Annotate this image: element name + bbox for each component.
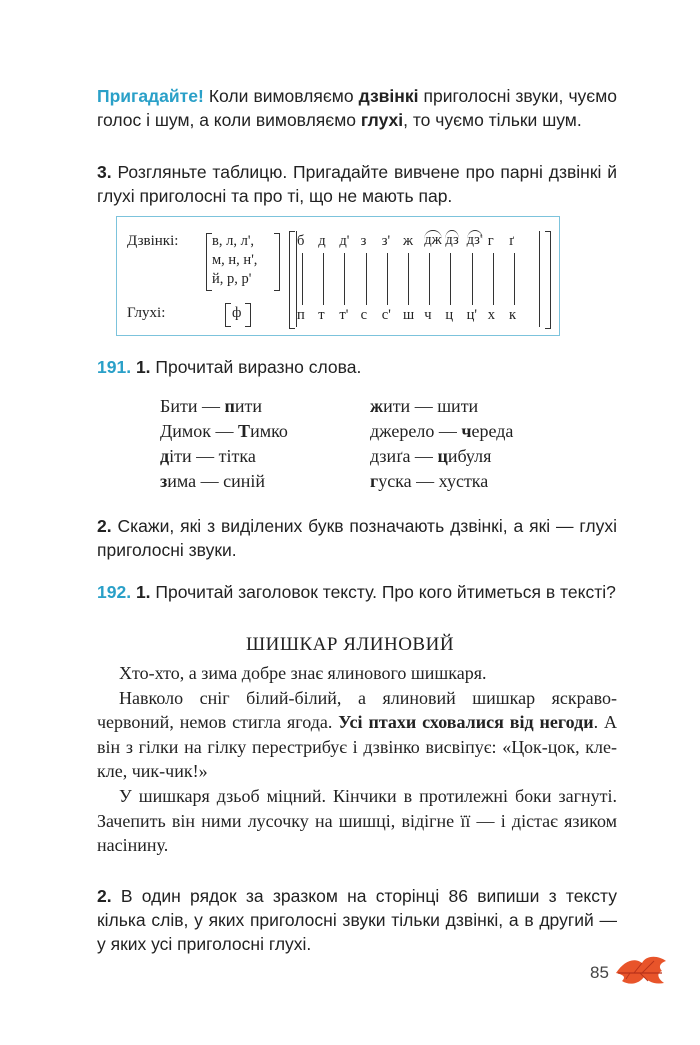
- voiceless-consonant: п: [297, 307, 305, 323]
- word-pair: діти — тітка: [160, 446, 256, 466]
- page-number: 85: [590, 963, 609, 982]
- pair-connector: [408, 253, 409, 305]
- exercise-number: 192.: [97, 582, 132, 602]
- pair-connector: [429, 253, 430, 305]
- word-pair: дзиґа — цибуля: [370, 446, 492, 466]
- pair-connector: [366, 253, 367, 305]
- voiceless-label: Глухі:: [127, 305, 166, 321]
- voiceless-consonant: с': [381, 307, 391, 323]
- word-pair: гуска — хустка: [370, 471, 489, 491]
- word-pair: зима — синій: [160, 471, 266, 491]
- voiced-consonant: дз': [466, 232, 483, 248]
- voiced-consonant: г: [487, 233, 494, 249]
- voiceless-consonant: с: [360, 307, 368, 323]
- story-text: [97, 661, 617, 858]
- word-pairs-left: [160, 394, 288, 494]
- voiced-consonant: дз: [445, 232, 459, 248]
- pair-connector: [450, 253, 451, 305]
- exercise-192-task-2: 2. В один рядок за зразком на сторінці 86 випиши з тексту кілька слів, у яких приголосні звуки тільки дзвінкі, а в другий — у яких усі приголосні глухі.: [97, 886, 617, 954]
- word-pair: Бити — пити: [160, 396, 262, 416]
- pair-connector: [302, 253, 303, 305]
- paragraph: Хто-хто, а зима добре знає ялинового шишкаря.: [119, 663, 487, 683]
- voiceless-consonant: т': [339, 307, 349, 323]
- exercise-191-task-1: 191. 1. Прочитай виразно слова.: [97, 357, 362, 377]
- unpaired-voiceless: ф: [232, 305, 242, 321]
- voiceless-consonant: х: [487, 307, 496, 323]
- voiceless-consonant: ц: [445, 307, 454, 323]
- pair-connector: [472, 253, 473, 305]
- voiced-consonant: дж: [424, 232, 442, 248]
- reminder-label: Пригадайте!: [97, 86, 204, 106]
- word-pairs-right: [370, 394, 513, 494]
- voiceless-consonant: ш: [403, 307, 415, 323]
- unpaired-voiced: в, л, л', м, н, н', й, р, р': [212, 233, 258, 287]
- reminder-paragraph: Пригадайте! Коли вимовляємо дзвінкі приголосні звуки, чуємо голос і шум, а коли вимовляємо глухі, то чуємо тільки шум.: [97, 86, 618, 130]
- pair-connector: [387, 253, 388, 305]
- voiced-consonant: ґ: [509, 233, 515, 249]
- voiced-consonant: д': [339, 233, 350, 249]
- consonant-table: [116, 216, 560, 336]
- paragraph: У шишкаря дзьоб міцний. Кінчики в протилежні боки загнуті. Зачепить він ними лусочку на шишці, відігне її — і дістає язиком насінину.: [97, 785, 617, 856]
- voiced-consonant: ж: [403, 233, 414, 249]
- text-title: ШИШКАР ЯЛИНОВИЙ: [245, 634, 455, 655]
- task-number: 3.: [97, 162, 112, 182]
- word-pair: жити — шити: [370, 396, 479, 416]
- voiced-consonant: з: [360, 233, 367, 249]
- pair-connector: [323, 253, 324, 305]
- word-pair: джерело — череда: [370, 421, 514, 441]
- exercise-number: 191.: [97, 357, 132, 377]
- exercise-191-task-2: 2. Скажи, які з виділених букв позначають дзвінкі, а які — глухі приголосні звуки.: [97, 516, 617, 560]
- pair-connector: [514, 253, 515, 305]
- voiceless-consonant: ч: [424, 307, 432, 323]
- voiceless-consonant: т: [318, 307, 325, 323]
- voiced-consonant: з': [381, 233, 391, 249]
- voiced-consonant: б: [297, 233, 305, 249]
- voiced-consonant: д: [318, 233, 326, 249]
- voiced-label: Дзвінкі:: [127, 233, 179, 249]
- exercise-192-task-1: 192. 1. Прочитай заголовок тексту. Про кого йтиметься в тексті?: [97, 582, 616, 602]
- word-pair: Димок — Тимко: [160, 421, 288, 441]
- voiceless-consonant: ц': [466, 307, 477, 323]
- pair-connector: [493, 253, 494, 305]
- paragraph: Навколо сніг білий-білий, а ялиновий шишкар яскраво-червоний, немов стигла ягода. Усі птахи сховалися від негоди. А він з гілки на гілку перестрибує і дзвінко висвіпує: «Цок-цок, кле-кле, чик-чик!»: [97, 687, 617, 782]
- task-3: 3. Розгляньте таблицю. Пригадайте вивчене про парні дзвінкі й глухі приголосні та про ті, що не мають пар.: [97, 162, 617, 206]
- autumn-leaf-icon: [612, 953, 670, 989]
- voiceless-consonant: к: [509, 307, 517, 323]
- pair-connector: [344, 253, 345, 305]
